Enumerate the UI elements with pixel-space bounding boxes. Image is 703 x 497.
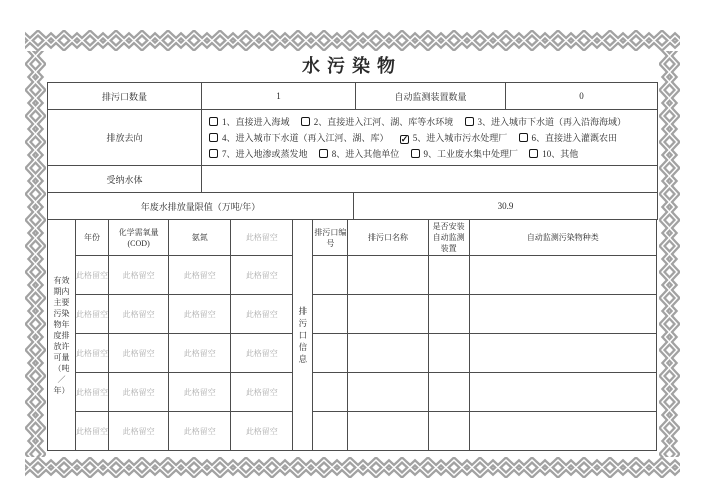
empty-cell (469, 256, 656, 295)
permit-side-label: 有效期内主要污染物年度排放许可量（吨／年） (48, 220, 76, 451)
empty-cell (348, 256, 428, 295)
outlet-side-label: 排污口信息 (293, 220, 313, 451)
checkbox-icon[interactable] (301, 117, 310, 126)
empty-cell (469, 334, 656, 373)
blank-cell: 此格留空 (169, 334, 231, 373)
decorative-border-bottom (25, 457, 680, 478)
col-header-blank: 此格留空 (231, 220, 293, 256)
empty-cell (348, 295, 428, 334)
col-header-monitored-pollutant-types: 自动监测污染物种类 (469, 220, 656, 256)
blank-cell: 此格留空 (169, 373, 231, 412)
blank-cell: 此格留空 (109, 373, 169, 412)
empty-cell (313, 295, 348, 334)
blank-cell: 此格留空 (109, 334, 169, 373)
decorative-border-right (659, 51, 680, 457)
checkbox-option (209, 117, 290, 127)
empty-cell (428, 295, 469, 334)
page-title: 水污染物 (302, 56, 402, 76)
discharge-options-cell (202, 110, 658, 166)
empty-cell (313, 373, 348, 412)
blank-cell: 此格留空 (76, 295, 109, 334)
col-header-year: 年份 (76, 220, 109, 256)
blank-cell: 此格留空 (169, 256, 231, 295)
checkbox-icon[interactable] (319, 149, 328, 158)
annual-limit-label: 年废水排放量限值（万吨/年） (48, 193, 354, 220)
empty-cell (469, 373, 656, 412)
col-header-ammonia: 氨氮 (169, 220, 231, 256)
checkbox-icon[interactable] (529, 149, 538, 158)
table-row (48, 166, 658, 193)
checkbox-option-label: 1、直接进入海域 (222, 116, 290, 127)
blank-cell: 此格留空 (169, 412, 231, 451)
permit-and-outlet-table (47, 219, 657, 451)
table-row (48, 334, 657, 373)
empty-cell (313, 334, 348, 373)
blank-cell: 此格留空 (76, 256, 109, 295)
checkbox-icon[interactable] (465, 117, 474, 126)
receiving-water-table (47, 165, 658, 193)
checkbox-option-label: 3、进入城市下水道（再入沿海海域） (477, 116, 627, 127)
outlet-count-label: 排污口数量 (48, 83, 202, 110)
decorative-border-top (25, 30, 680, 51)
checkbox-option (529, 149, 578, 159)
checkbox-option-label: 7、进入地渗或蒸发地 (222, 148, 308, 159)
empty-cell (428, 412, 469, 451)
checkbox-option-label: 2、直接进入江河、湖、库等水环境 (313, 116, 454, 127)
checkbox-option-label: 5、进入城市污水处理厂 (412, 132, 508, 143)
summary-table (47, 82, 658, 166)
table-row (48, 256, 657, 295)
blank-cell: 此格留空 (169, 295, 231, 334)
col-header-cod: 化学需氧量(COD) (109, 220, 169, 256)
empty-cell (348, 373, 428, 412)
checkbox-option (209, 133, 389, 143)
discharge-options-line-2 (209, 130, 653, 146)
col-header-outlet-name: 排污口名称 (348, 220, 428, 256)
table-header-row (48, 220, 657, 256)
col-header-auto-device-installed: 是否安装自动监测装置 (428, 220, 469, 256)
auto-monitor-count-label: 自动监测装置数量 (356, 83, 506, 110)
auto-monitor-count-value: 0 (506, 83, 658, 110)
annual-limit-table (47, 192, 658, 220)
empty-cell (313, 412, 348, 451)
checkbox-option-label: 9、工业废水集中处理厂 (423, 148, 519, 159)
table-row (48, 193, 658, 220)
blank-cell: 此格留空 (231, 412, 293, 451)
checkbox-checked-icon[interactable]: ✓ (400, 133, 409, 144)
table-row (48, 295, 657, 334)
blank-cell: 此格留空 (109, 295, 169, 334)
blank-cell: 此格留空 (231, 295, 293, 334)
receiving-water-label: 受纳水体 (48, 166, 202, 193)
empty-cell (348, 412, 428, 451)
empty-cell (313, 256, 348, 295)
table-row (48, 110, 658, 166)
checkbox-option (411, 149, 519, 159)
blank-cell: 此格留空 (231, 334, 293, 373)
discharge-options-line-1 (209, 114, 653, 130)
checkbox-option (519, 133, 618, 143)
annual-limit-value: 30.9 (354, 193, 658, 220)
col-header-outlet-number: 排污口编号 (313, 220, 348, 256)
checkbox-icon[interactable] (209, 149, 218, 158)
checkbox-icon[interactable] (519, 133, 528, 142)
checkbox-option-label: 6、直接进入灌溉农田 (531, 132, 618, 143)
table-row (48, 412, 657, 451)
checkbox-option (319, 149, 400, 159)
discharge-options-line-3 (209, 146, 653, 162)
checkbox-option (209, 149, 308, 159)
empty-cell (428, 373, 469, 412)
decorative-border-left (25, 51, 46, 457)
checkbox-icon[interactable] (209, 117, 218, 126)
checkbox-option-label: 10、其他 (542, 148, 579, 159)
checkbox-option (301, 117, 454, 127)
empty-cell (469, 295, 656, 334)
empty-cell (348, 334, 428, 373)
checkbox-icon[interactable] (209, 133, 218, 142)
checkbox-option (400, 133, 508, 143)
blank-cell: 此格留空 (231, 373, 293, 412)
blank-cell: 此格留空 (76, 412, 109, 451)
receiving-water-value (202, 166, 658, 193)
checkbox-option-label: 4、进入城市下水道（再入江河、湖、库） (222, 132, 389, 143)
table-row (48, 373, 657, 412)
empty-cell (469, 412, 656, 451)
blank-cell: 此格留空 (231, 256, 293, 295)
discharge-direction-label: 排放去向 (48, 110, 202, 166)
blank-cell: 此格留空 (109, 256, 169, 295)
empty-cell (428, 256, 469, 295)
checkbox-option-label: 8、进入其他单位 (331, 148, 400, 159)
blank-cell: 此格留空 (76, 373, 109, 412)
blank-cell: 此格留空 (76, 334, 109, 373)
outlet-count-value: 1 (202, 83, 356, 110)
checkbox-icon[interactable] (411, 149, 420, 158)
checkbox-option (465, 117, 627, 127)
empty-cell (428, 334, 469, 373)
form-content (47, 52, 657, 451)
blank-cell: 此格留空 (109, 412, 169, 451)
table-row (48, 83, 658, 110)
